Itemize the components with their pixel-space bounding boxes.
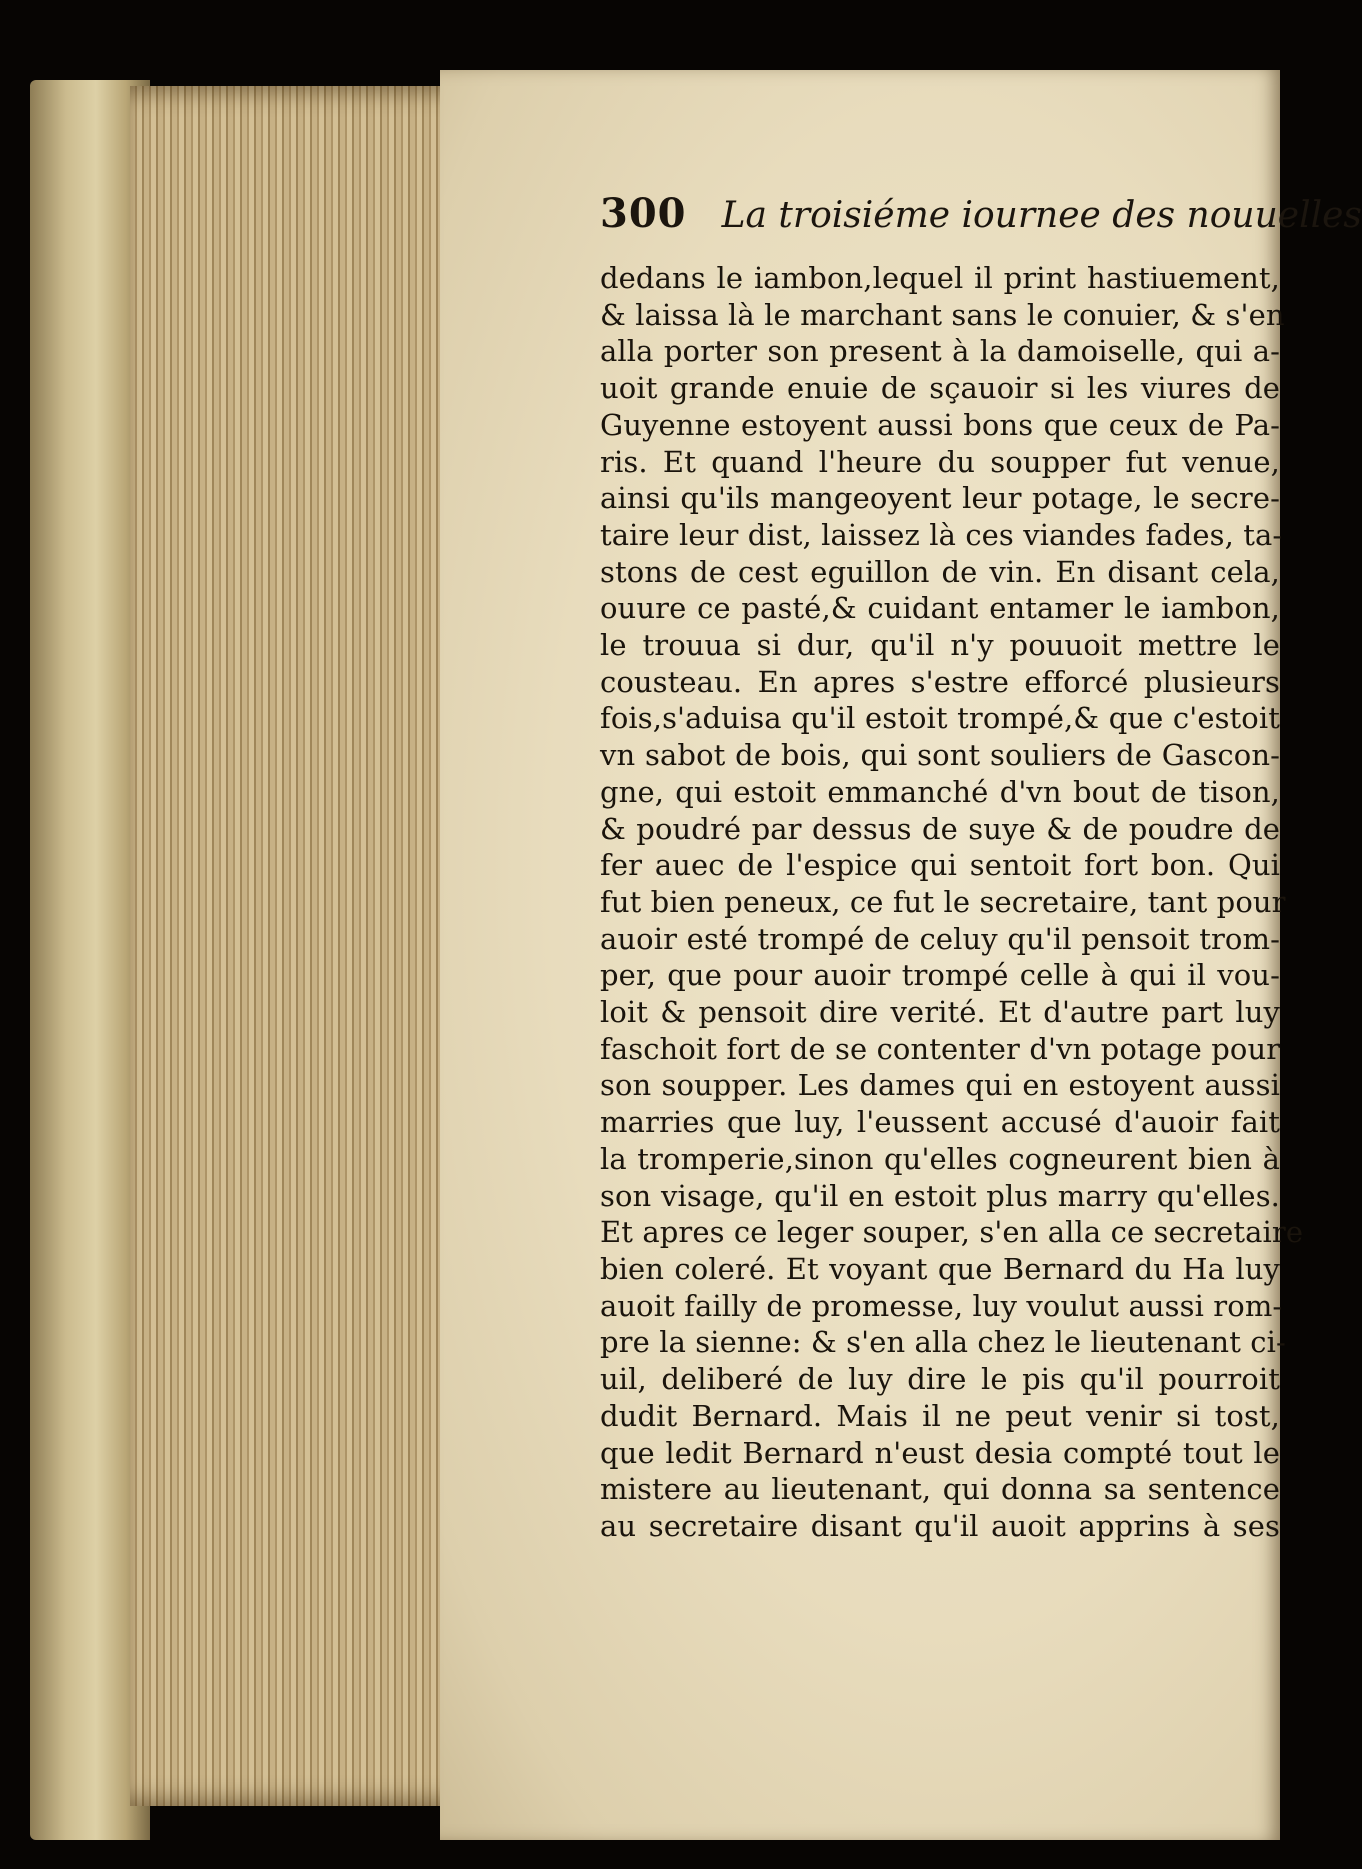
text-line: mistere au lieutenant, qui donna sa sentence	[600, 1472, 1280, 1507]
text-line: vn sabot de bois, qui sont souliers de Gascon-	[600, 738, 1280, 773]
text-line: stons de cest eguillon de vin. En disant cela,	[600, 554, 1280, 589]
text-line: le trouua si dur, qu'il n'y pouuoit mettre le	[600, 628, 1280, 663]
book-page	[440, 70, 1362, 1840]
text-line: per, que pour auoir trompé celle à qui il vou-	[600, 958, 1280, 993]
text-line: cousteau. En apres s'estre efforcé plusieurs	[600, 664, 1280, 699]
text-line: gne, qui estoit emmanché d'vn bout de tison,	[600, 774, 1280, 809]
text-line: que ledit Bernard n'eust desia compté tout le	[600, 1435, 1280, 1470]
text-line: Guyenne estoyent aussi bons que ceux de Pa-	[600, 407, 1280, 442]
text-line: fut bien peneux, ce fut le secretaire, tant pour	[600, 884, 1286, 919]
text-line: uil, deliberé de luy dire le pis qu'il pourroit	[600, 1362, 1280, 1397]
page-number: 300	[600, 190, 687, 237]
text-line: dedans le iambon,lequel il print hastiuement,	[600, 261, 1280, 295]
text-line: la tromperie,sinon qu'elles cogneurent bien à	[600, 1141, 1280, 1176]
text-line: dudit Bernard. Mais il ne peut venir si tost,	[600, 1398, 1280, 1433]
text-line: ouure ce pasté,& cuidant entamer le iambon,	[600, 591, 1280, 626]
text-line: ainsi qu'ils mangeoyent leur potage, le secre-	[600, 481, 1280, 516]
text-line: auoit failly de promesse, luy voulut aussi rom-	[600, 1288, 1283, 1323]
text-line: loit & pensoit dire verité. Et d'autre part luy	[600, 995, 1280, 1030]
page-edges	[130, 86, 470, 1806]
text-line: au secretaire disant qu'il auoit apprins à ses	[600, 1508, 1280, 1543]
text-line: pre la sienne: & s'en alla chez le lieutenant ci-	[600, 1325, 1286, 1360]
running-title: La troisiéme iournee des nouuelles	[721, 195, 1362, 236]
text-line: faschoit fort de se contenter d'vn potage pour	[600, 1031, 1281, 1066]
text-line: fer auec de l'espice qui sentoit fort bon. Qui	[600, 848, 1280, 883]
text-line: auoir esté trompé de celuy qu'il pensoit trom-	[600, 921, 1280, 956]
book	[30, 62, 1362, 1862]
text-line: son visage, qu'il en estoit plus marry qu'elles.	[600, 1178, 1280, 1213]
text-line: fois,s'aduisa qu'il estoit trompé,& que c'estoit	[600, 701, 1280, 736]
page-header	[600, 190, 1362, 250]
text-line: son soupper. Les dames qui en estoyent aussi	[600, 1068, 1280, 1103]
text-line: bien coleré. Et voyant que Bernard du Ha luy	[600, 1251, 1280, 1286]
text-line: marries que luy, l'eussent accusé d'auoir fait	[600, 1105, 1280, 1140]
text-line: & poudré par dessus de suye & de poudre de	[600, 811, 1280, 846]
text-line: Et apres ce leger souper, s'en alla ce secretaire	[600, 1215, 1304, 1250]
text-line: ris. Et quand l'heure du soupper fut venue,	[600, 444, 1280, 479]
text-line: alla porter son present à la damoiselle, qui a-	[600, 334, 1280, 369]
text-line: uoit grande enuie de sçauoir si les viures de	[600, 371, 1280, 406]
text-block	[600, 260, 1304, 1545]
text-line: taire leur dist, laissez là ces viandes fades, ta-	[600, 517, 1283, 552]
text-line: & laissa là le marchant sans le conuier, & s'en	[600, 297, 1285, 332]
